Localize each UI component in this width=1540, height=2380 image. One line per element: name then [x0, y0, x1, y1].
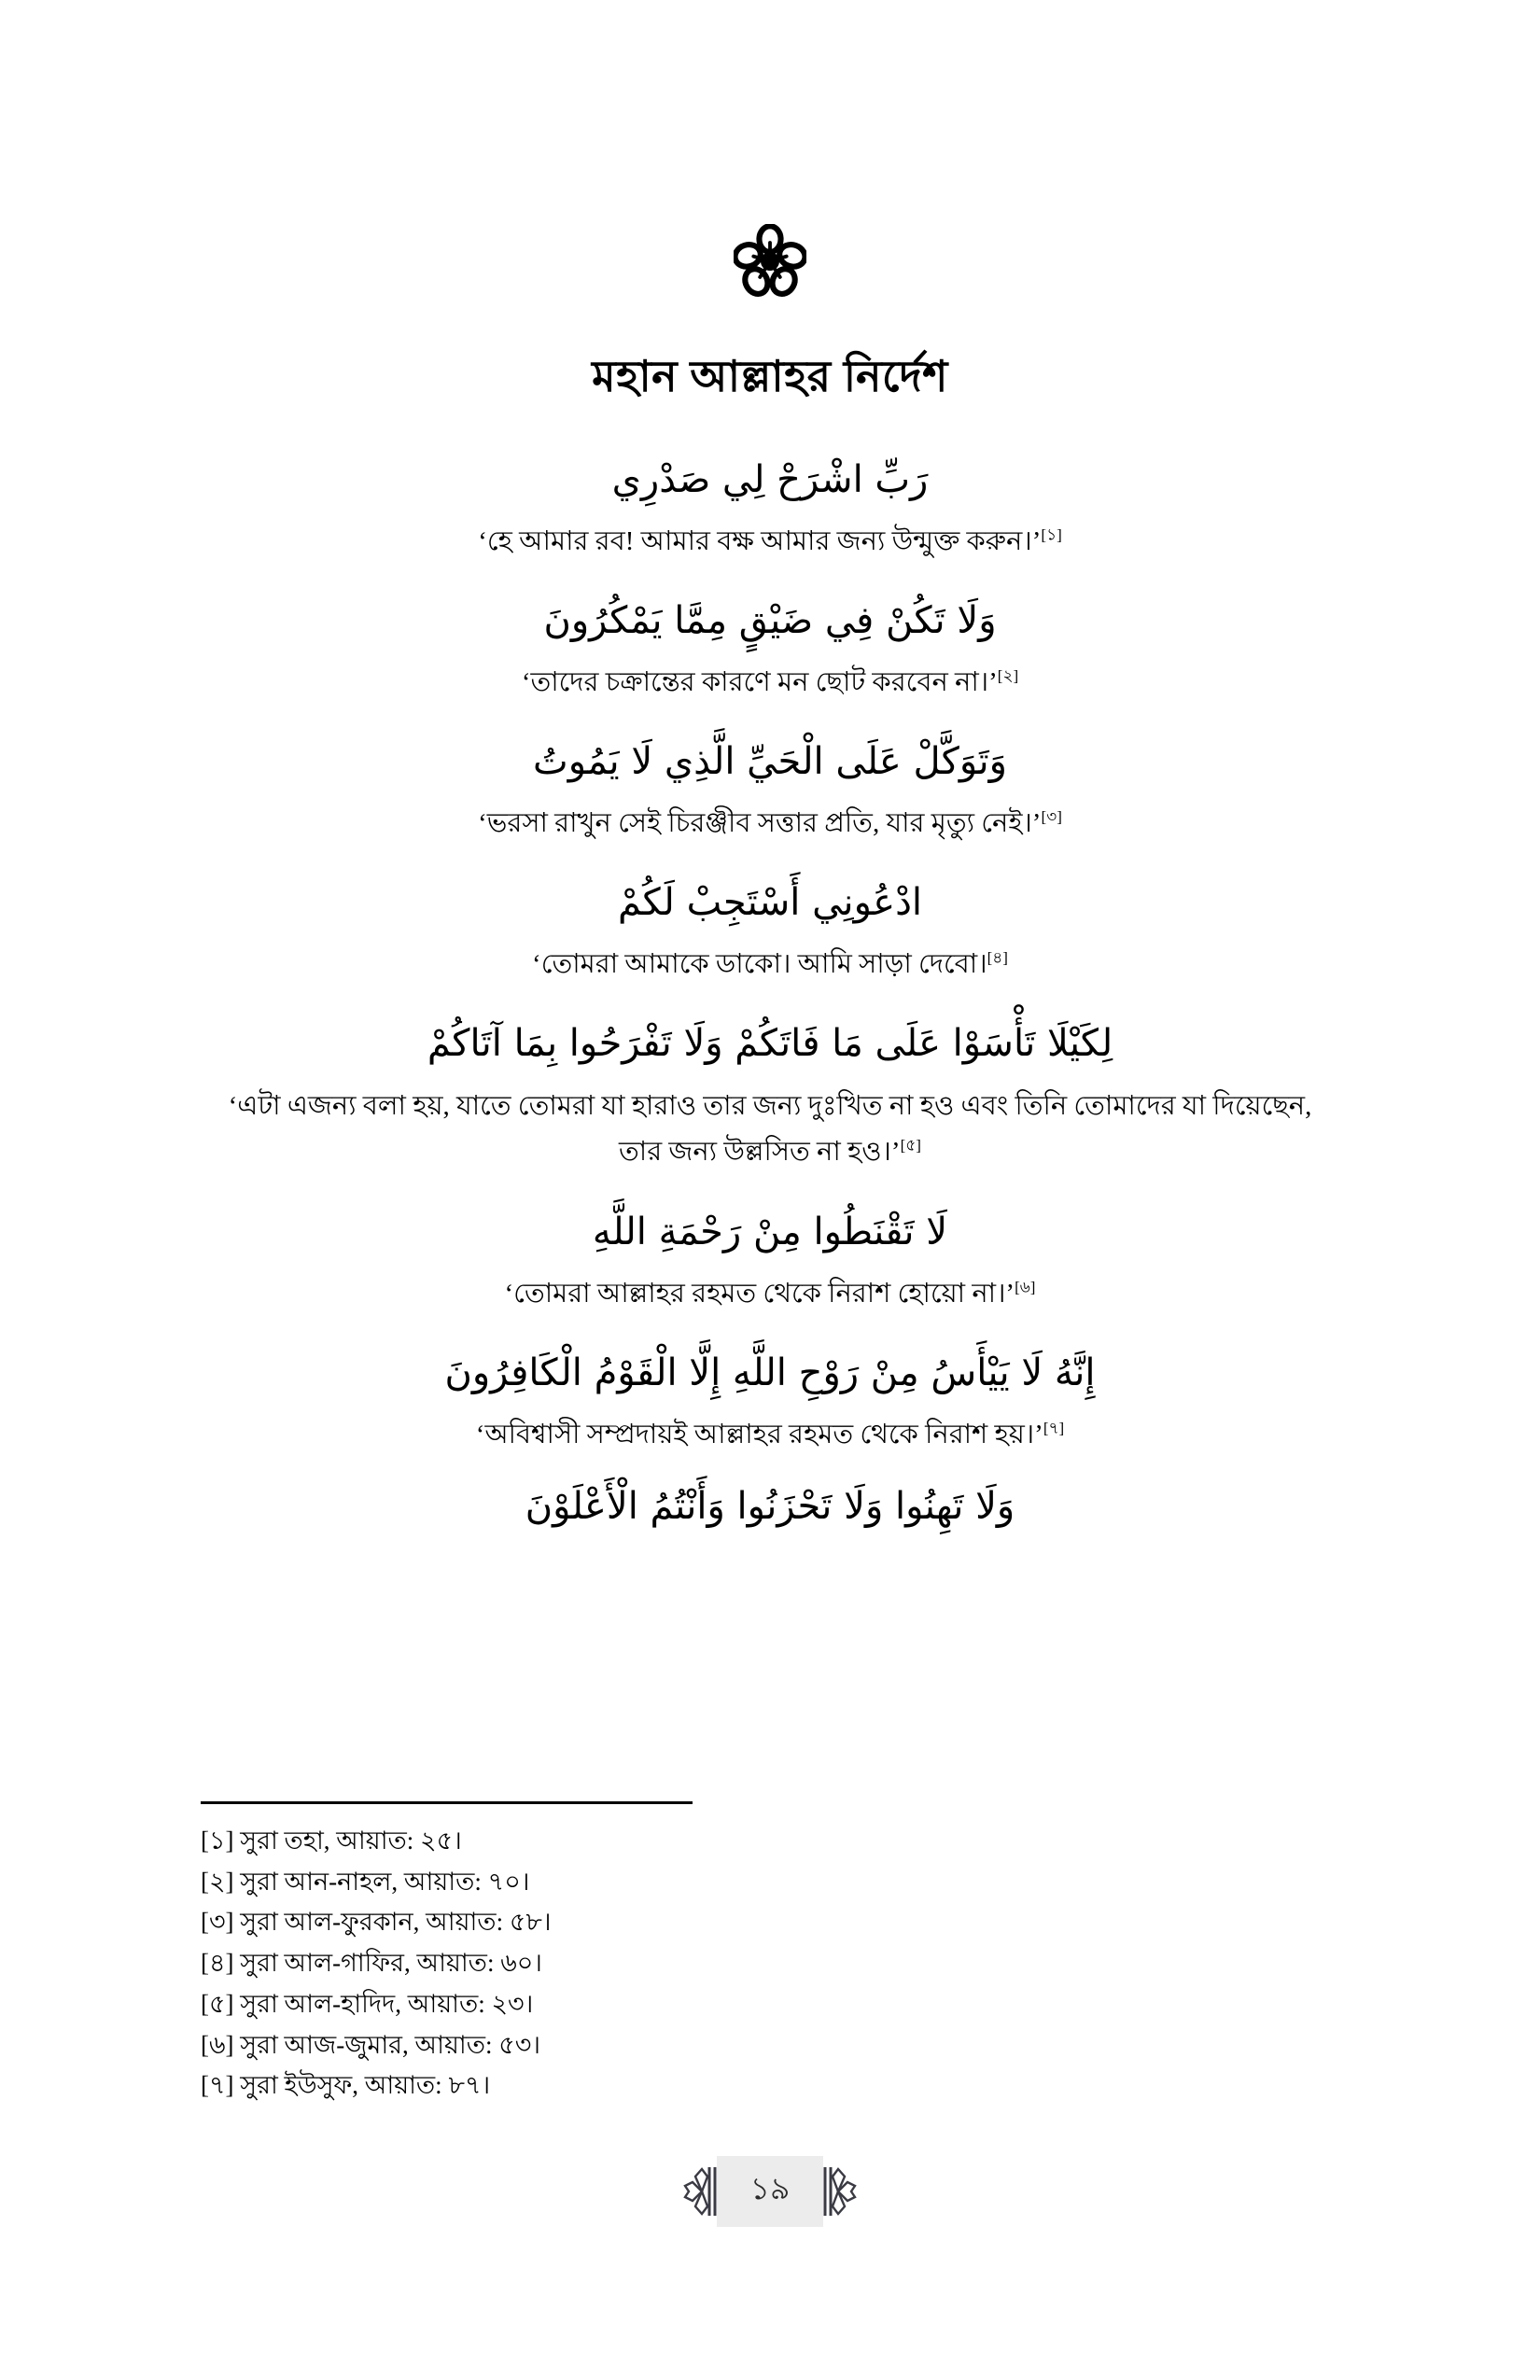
footnote-ref[interactable]: [৩] — [1041, 807, 1062, 826]
arabic-verse: رَبِّ اشْرَحْ لِي صَدْرِي — [611, 458, 929, 501]
bangla-translation — [201, 520, 1339, 564]
bangla-translation — [201, 1084, 1339, 1176]
bangla-text: ‘তোমরা আল্লাহর রহমত থেকে নিরাশ হোয়ো না।’ — [504, 1279, 1015, 1309]
footnote-item: [৬] সুরা আজ-জুমার, আয়াত: ৫৩। — [201, 2030, 540, 2059]
bangla-text: ‘এটা এজন্য বলা হয়, যাতে তোমরা যা হারাও তার জন্য দুঃখিত না হও এবং তিনি তোমাদের যা দিয়েছেন, তার জন্য উল্লসিত না হও।’ — [228, 1090, 1312, 1168]
verse-block — [201, 1011, 1339, 1176]
footnote-ref[interactable]: [৬] — [1015, 1278, 1036, 1296]
verse-block — [201, 447, 1339, 564]
bangla-translation — [201, 943, 1339, 987]
footnote-item: [৩] সুরা আল-ফুরকান, আয়াত: ৫৮। — [201, 1908, 552, 1937]
page-number: ১৯ — [717, 2156, 823, 2227]
verse-block — [201, 1474, 1339, 1537]
footnote-separator — [201, 1801, 693, 1804]
page-content — [201, 0, 1339, 2380]
bangla-translation — [201, 802, 1339, 846]
footnote-item: [১] সুরা তহা, আয়াত: ২৫। — [201, 1827, 462, 1855]
arabic-verse: لِكَيْلَا تَأْسَوْا عَلَى مَا فَاتَكُمْ وَلَا تَفْرَحُوا بِمَا آتَاكُمْ — [427, 1021, 1113, 1065]
bangla-text: ‘ভরসা রাখুন সেই চিরঞ্জীব সত্তার প্রতি, যার মৃত্যু নেই।’ — [478, 807, 1042, 838]
header-ornament — [201, 0, 1339, 303]
verse-block — [201, 588, 1339, 705]
footer-ornament-right-icon — [823, 2165, 857, 2218]
footnote-ref[interactable]: [৭] — [1043, 1419, 1065, 1437]
verse-list — [201, 447, 1339, 1537]
bangla-translation — [201, 1413, 1339, 1457]
bangla-text: ‘তাদের চক্রান্তের কারণে মন ছোট করবেন না।’ — [521, 666, 998, 697]
bangla-translation — [201, 1272, 1339, 1316]
footnote-ref[interactable]: [১] — [1041, 525, 1062, 544]
page-footer — [201, 2156, 1339, 2227]
arabic-verse: وَلَا تَكُنْ فِي ضَيْقٍ مِمَّا يَمْكُرُونَ — [543, 598, 997, 642]
footnote-ref[interactable]: [৪] — [987, 948, 1008, 967]
footnote-ref[interactable]: [২] — [997, 666, 1019, 685]
arabic-verse: لَا تَقْنَطُوا مِنْ رَحْمَةِ اللَّهِ — [592, 1211, 948, 1254]
arabic-verse: إِنَّهُ لَا يَيْأَسُ مِنْ رَوْحِ اللَّهِ إِلَّا الْقَوْمُ الْكَافِرُونَ — [444, 1351, 1096, 1395]
verse-block — [201, 1199, 1339, 1316]
bangla-text: ‘অবিশ্বাসী সম্প্রদায়ই আল্লাহর রহমত থেকে নিরাশ হয়।’ — [475, 1420, 1043, 1450]
arabic-verse: وَتَوَكَّلْ عَلَى الْحَيِّ الَّذِي لَا يَمُوتُ — [533, 739, 1007, 783]
flower-ornament-icon — [734, 224, 806, 299]
footnote-list — [201, 1821, 1339, 2107]
page-number-frame — [683, 2156, 857, 2227]
verse-block — [201, 729, 1339, 846]
footnote-ref[interactable]: [৫] — [900, 1136, 921, 1155]
footnote-item: [৪] সুরা আল-গাফির, আয়াত: ৬০। — [201, 1949, 542, 1978]
footnote-item: [৭] সুরা ইউসুফ, আয়াত: ৮৭। — [201, 2071, 491, 2100]
arabic-verse: وَلَا تَهِنُوا وَلَا تَحْزَنُوا وَأَنْتُمُ الْأَعْلَوْنَ — [525, 1485, 1015, 1529]
bangla-translation — [201, 661, 1339, 705]
bangla-text: ‘হে আমার রব! আমার বক্ষ আমার জন্য উন্মুক্ত করুন।’ — [478, 526, 1042, 556]
footnotes-section — [201, 1801, 1339, 2107]
footer-ornament-left-icon — [683, 2165, 717, 2218]
arabic-verse: ادْعُونِي أَسْتَجِبْ لَكُمْ — [617, 880, 923, 924]
verse-block — [201, 1340, 1339, 1457]
footnote-item: [২] সুরা আন-নাহল, আয়াত: ৭০। — [201, 1867, 530, 1896]
verse-block — [201, 870, 1339, 987]
bangla-text: ‘তোমরা আমাকে ডাকো। আমি সাড়া দেবো। — [532, 948, 987, 979]
footnote-item: [৫] সুরা আল-হাদিদ, আয়াত: ২৩। — [201, 1989, 534, 2018]
page-title: মহান আল্লাহর নির্দেশ — [592, 352, 948, 400]
